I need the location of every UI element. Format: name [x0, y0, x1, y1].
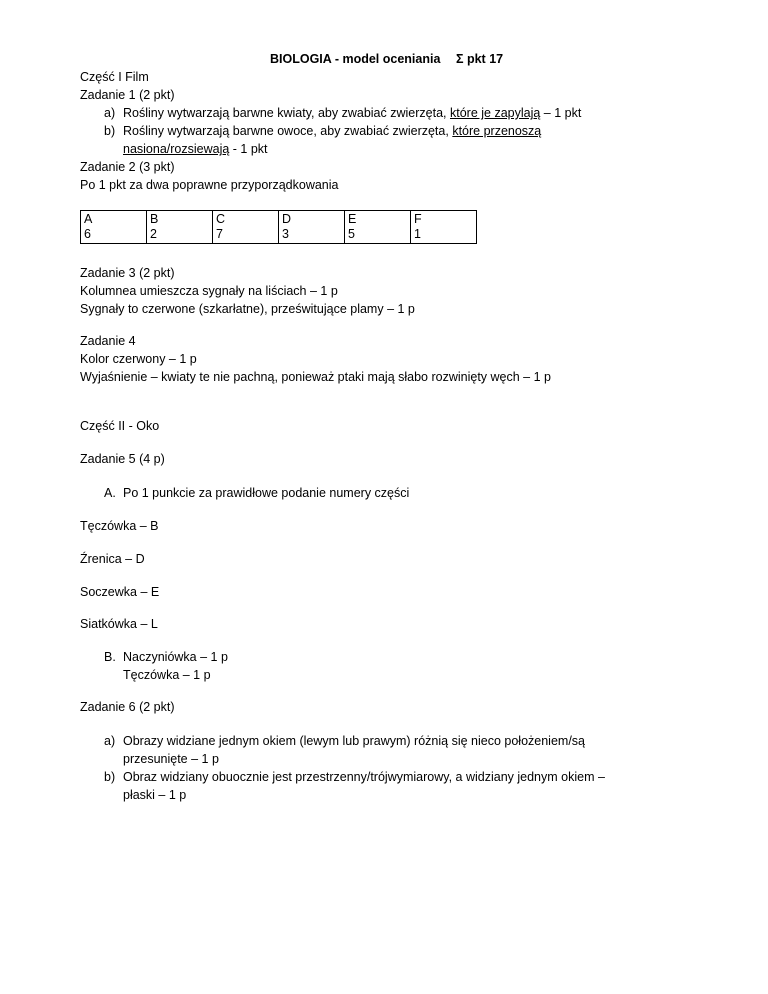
cell-number: 5	[348, 227, 355, 241]
task6-a-line-1: Obrazy widziane jednym okiem (lewym lub prawym) różnią się nieco położeniem/są	[123, 734, 585, 748]
task3-heading: Zadanie 3 (2 pkt)	[80, 266, 175, 280]
task1-a-label: a)	[104, 106, 116, 120]
task1-b-points: - 1 pkt	[229, 142, 268, 156]
table-cell	[279, 211, 345, 244]
cell-number: 3	[282, 227, 289, 241]
task1-a-key-phrase: które je zapylają	[449, 106, 541, 120]
cell-number: 7	[216, 227, 223, 241]
task6-b-line-2: płaski – 1 p	[123, 788, 187, 802]
task3-line-1: Kolumnea umieszcza sygnały na liściach – 1 p	[80, 284, 338, 298]
task5-a-label: A.	[104, 486, 116, 500]
task1-a-text: Rośliny wytwarzają barwne kwiaty, aby zwabiać zwierzęta,	[123, 106, 450, 120]
part1-heading: Część I Film	[80, 70, 149, 84]
task3-line-2: Sygnały to czerwone (szkarłatne), prześwitujące plamy – 1 p	[80, 302, 415, 316]
task6-b-line-1: Obraz widziany obuocznie jest przestrzenny/trójwymiarowy, a widziany jednym okiem –	[123, 770, 605, 784]
table-cell	[345, 211, 411, 244]
task5-part-a	[104, 485, 409, 501]
task4-line-1: Kolor czerwony – 1 p	[80, 352, 197, 366]
task1-b-text: Rośliny wytwarzają barwne owoce, aby zwabiać zwierzęta,	[123, 124, 453, 138]
cell-number: 2	[150, 227, 157, 241]
task5-a-text: Po 1 punkcie za prawidłowe podanie numery części	[123, 486, 410, 500]
task5-b-line-1: Naczyniówka – 1 p	[123, 650, 228, 664]
task1-b-key-phrase-1: które przenoszą	[452, 124, 542, 138]
list-item: Źrenica – D	[80, 552, 145, 566]
table-cell	[411, 211, 477, 244]
task1-b-label: b)	[104, 124, 116, 138]
task2-note: Po 1 pkt za dwa poprawne przyporządkowania	[80, 178, 339, 192]
task1-a-points: – 1 pkt	[540, 106, 582, 120]
cell-letter: B	[150, 212, 159, 226]
cell-letter: D	[282, 212, 292, 226]
task4-line-2: Wyjaśnienie – kwiaty te nie pachną, ponieważ ptaki mają słabo rozwinięty węch – 1 p	[80, 370, 551, 384]
cell-letter: C	[216, 212, 226, 226]
list-item: Tęczówka – B	[80, 519, 159, 533]
task2-heading: Zadanie 2 (3 pkt)	[80, 160, 175, 174]
task5-b-label: B.	[104, 650, 116, 664]
task6-b-label: b)	[104, 770, 116, 784]
task6-heading: Zadanie 6 (2 pkt)	[80, 700, 175, 714]
task6-a-label: a)	[104, 734, 116, 748]
task5-heading: Zadanie 5 (4 p)	[80, 452, 165, 466]
task1-answer-b-cont	[123, 141, 268, 157]
cell-letter: F	[414, 212, 422, 226]
task4-heading: Zadanie 4	[80, 334, 136, 348]
total-points: Σ pkt 17	[456, 52, 504, 66]
task5-b-line-2: Tęczówka – 1 p	[123, 668, 211, 682]
task1-answer-a	[104, 105, 581, 121]
task1-b-key-phrase-2: nasiona/rozsiewają	[123, 142, 230, 156]
part2-heading: Część II - Oko	[80, 419, 160, 433]
cell-letter: E	[348, 212, 357, 226]
cell-number: 6	[84, 227, 91, 241]
task6-answer-b	[104, 769, 605, 785]
task6-answer-a	[104, 733, 585, 749]
document-title: BIOLOGIA - model oceniania	[270, 52, 441, 66]
task6-a-line-2: przesunięte – 1 p	[123, 752, 219, 766]
task1-answer-b	[104, 123, 541, 139]
task5-part-b	[104, 649, 228, 665]
list-item: Siatkówka – L	[80, 617, 158, 631]
table-row	[81, 211, 477, 244]
table-cell	[147, 211, 213, 244]
list-item: Soczewka – E	[80, 585, 160, 599]
cell-letter: A	[84, 212, 93, 226]
table-cell	[213, 211, 279, 244]
task1-heading: Zadanie 1 (2 pkt)	[80, 88, 175, 102]
table-cell	[81, 211, 147, 244]
cell-number: 1	[414, 227, 421, 241]
task2-answer-table	[80, 210, 477, 244]
